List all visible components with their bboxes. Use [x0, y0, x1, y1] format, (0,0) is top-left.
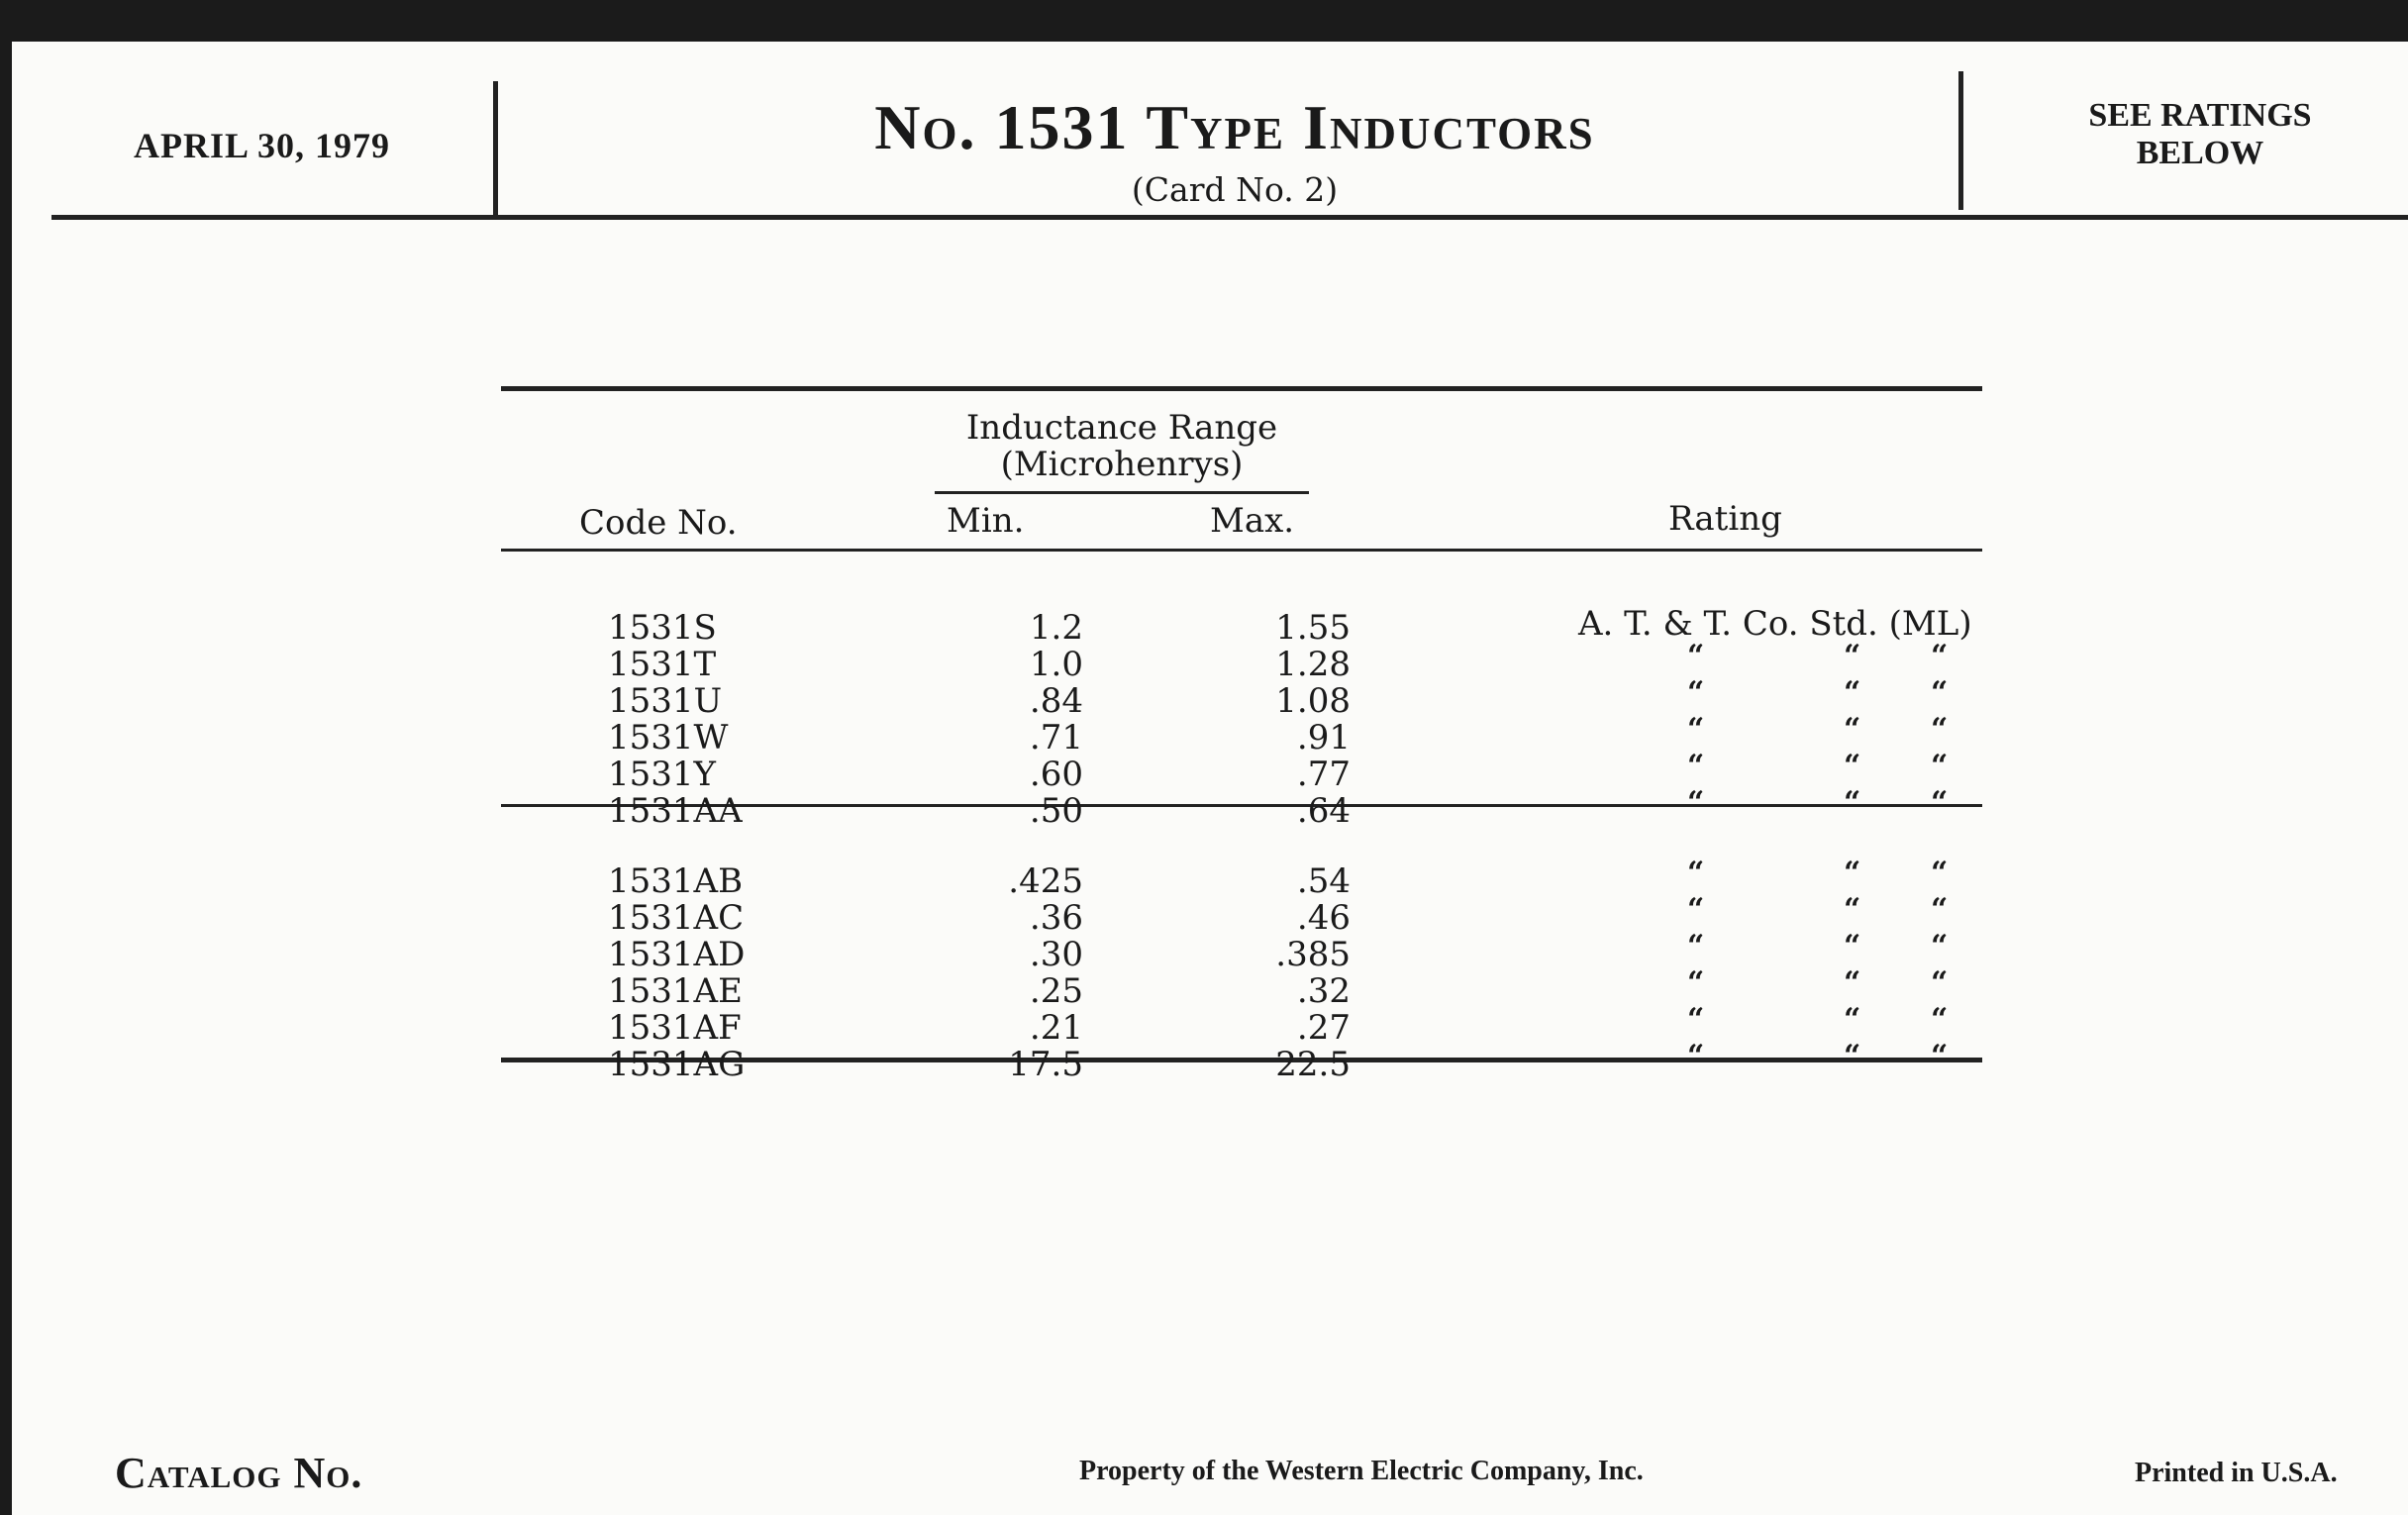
ditto-mark: “ — [1687, 675, 1705, 710]
code-cell: 1531W — [608, 718, 729, 758]
ditto-mark: “ — [1931, 856, 1949, 890]
ditto-mark: “ — [1931, 712, 1949, 747]
max-cell: .385 — [1275, 935, 1351, 974]
ditto-mark: “ — [1844, 639, 1861, 673]
min-cell: 1.2 — [1029, 608, 1083, 648]
max-cell: .64 — [1296, 791, 1351, 831]
min-header: Min. — [947, 501, 1025, 541]
page-title: No. 1531 Type Inductors — [874, 92, 1595, 162]
ditto-mark: “ — [1844, 749, 1861, 783]
code-cell: 1531AF — [608, 1008, 742, 1048]
ditto-mark: “ — [1844, 785, 1861, 820]
ditto-mark: “ — [1687, 1002, 1705, 1037]
ditto-mark: “ — [1844, 675, 1861, 710]
ditto-mark: “ — [1687, 749, 1705, 783]
ditto-mark: “ — [1931, 675, 1949, 710]
max-cell: .91 — [1296, 718, 1351, 758]
max-cell: .46 — [1296, 898, 1351, 938]
max-cell: 22.5 — [1275, 1045, 1351, 1084]
catalog-number-label: Catalog No. — [115, 1449, 363, 1497]
header-rule — [51, 215, 2408, 220]
code-cell: 1531T — [608, 645, 717, 684]
printed-in-notice: Printed in U.S.A. — [2135, 1458, 2338, 1488]
ditto-mark: “ — [1687, 639, 1705, 673]
ditto-mark: “ — [1687, 785, 1705, 820]
ditto-mark: “ — [1687, 965, 1705, 1000]
ditto-mark: “ — [1844, 965, 1861, 1000]
ditto-mark: “ — [1844, 856, 1861, 890]
ditto-mark: “ — [1931, 929, 1949, 963]
inductance-group-rule — [935, 491, 1309, 494]
code-cell: 1531AB — [608, 861, 744, 901]
ditto-mark: “ — [1931, 892, 1949, 927]
code-cell: 1531Y — [608, 755, 716, 794]
ditto-mark: “ — [1931, 1039, 1949, 1073]
ditto-mark: “ — [1931, 965, 1949, 1000]
min-cell: .50 — [1029, 791, 1083, 831]
max-cell: 1.28 — [1275, 645, 1351, 684]
ditto-mark: “ — [1687, 892, 1705, 927]
code-cell: 1531AC — [608, 898, 745, 938]
ditto-mark: “ — [1844, 712, 1861, 747]
max-cell: .77 — [1296, 755, 1351, 794]
code-cell: 1531U — [608, 681, 723, 721]
min-cell: 17.5 — [1008, 1045, 1083, 1084]
header-bottom-rule — [501, 549, 1982, 552]
min-cell: .21 — [1029, 1008, 1083, 1048]
min-cell: .84 — [1029, 681, 1083, 721]
ditto-mark: “ — [1931, 785, 1949, 820]
code-cell: 1531S — [608, 608, 717, 648]
ditto-mark: “ — [1844, 1039, 1861, 1073]
min-cell: .30 — [1029, 935, 1083, 974]
ditto-mark: “ — [1687, 856, 1705, 890]
ditto-mark: “ — [1844, 892, 1861, 927]
microhenrys-header: (Microhenrys) — [1000, 445, 1244, 484]
min-cell: .425 — [1008, 861, 1083, 901]
max-cell: .27 — [1296, 1008, 1351, 1048]
inductance-range-header: Inductance Range — [965, 408, 1278, 448]
ditto-mark: “ — [1931, 1002, 1949, 1037]
code-cell: 1531AA — [608, 791, 743, 831]
ditto-mark: “ — [1844, 1002, 1861, 1037]
max-header: Max. — [1210, 501, 1295, 541]
code-no-header: Code No. — [579, 503, 738, 543]
issue-date: APRIL 30, 1979 — [134, 126, 391, 165]
ditto-mark: “ — [1687, 1039, 1705, 1073]
max-cell: 1.55 — [1275, 608, 1351, 648]
ditto-mark: “ — [1844, 929, 1861, 963]
ditto-mark: “ — [1931, 639, 1949, 673]
table-top-rule — [501, 386, 1982, 391]
rating-header: Rating — [1668, 499, 1782, 539]
code-cell: 1531AG — [608, 1045, 746, 1084]
min-cell: .60 — [1029, 755, 1083, 794]
ratings-note-line1: SEE RATINGS — [2088, 97, 2312, 134]
rating-cell: A. T. & T. Co. Std. (ML) — [1578, 604, 1972, 644]
max-cell: .54 — [1296, 861, 1351, 901]
property-notice: Property of the Western Electric Company, Inc. — [1079, 1456, 1644, 1486]
ditto-mark: “ — [1931, 749, 1949, 783]
min-cell: .71 — [1029, 718, 1083, 758]
ditto-mark: “ — [1687, 929, 1705, 963]
min-cell: 1.0 — [1029, 645, 1083, 684]
header-divider-left — [493, 81, 498, 220]
code-cell: 1531AE — [608, 971, 743, 1011]
max-cell: .32 — [1296, 971, 1351, 1011]
card-number: (Card No. 2) — [1131, 170, 1339, 209]
ratings-note-line2: BELOW — [2136, 135, 2264, 171]
catalog-card — [12, 42, 2408, 1515]
min-cell: .25 — [1029, 971, 1083, 1011]
min-cell: .36 — [1029, 898, 1083, 938]
code-cell: 1531AD — [608, 935, 746, 974]
ditto-mark: “ — [1687, 712, 1705, 747]
max-cell: 1.08 — [1275, 681, 1351, 721]
ratings-note — [1982, 97, 2408, 172]
